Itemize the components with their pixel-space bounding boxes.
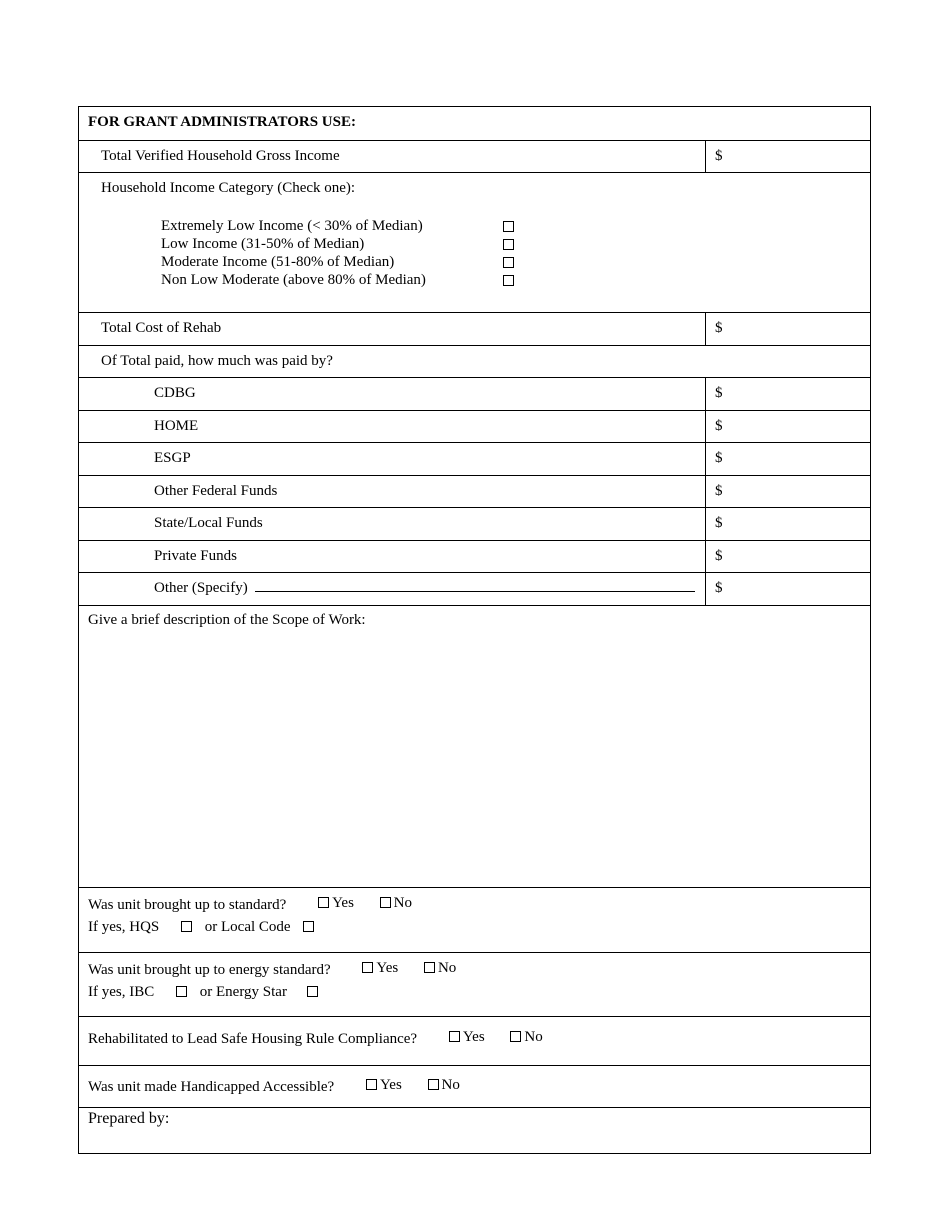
source-row-other <box>79 572 870 605</box>
standard-followup-line <box>88 919 314 936</box>
standard-followup: If yes, HQS <box>88 918 160 935</box>
prepared-by-label: Prepared by: <box>88 1109 170 1127</box>
source-label: ESGP <box>79 443 706 475</box>
energy-alt: or Energy Star <box>199 983 287 1000</box>
lead-no-option[interactable]: No <box>510 1029 542 1046</box>
other-federal-amount-field[interactable]: $ <box>715 482 723 499</box>
energy-question-line <box>88 960 456 979</box>
category-option-moderate: Moderate Income (51-80% of Median) <box>161 253 521 271</box>
grant-admin-form <box>78 106 871 1154</box>
lead-yes-option[interactable]: Yes <box>449 1029 485 1046</box>
home-amount-field[interactable]: $ <box>715 417 723 434</box>
cdbg-amount-field[interactable]: $ <box>715 385 723 401</box>
source-row-private <box>79 540 870 573</box>
standard-yes-option[interactable]: Yes <box>318 895 354 912</box>
private-amount-field[interactable]: $ <box>715 547 723 564</box>
standard-question-line <box>88 895 412 914</box>
lead-no-checkbox[interactable] <box>510 1031 521 1042</box>
lead-question-line <box>88 1029 543 1048</box>
source-row-other-federal <box>79 475 870 508</box>
energy-no-checkbox[interactable] <box>424 962 435 973</box>
standard-row <box>79 887 870 952</box>
handicap-yes-option[interactable]: Yes <box>366 1077 402 1094</box>
energy-followup: If yes, IBC <box>88 983 155 1000</box>
form-header <box>79 107 870 140</box>
form-header-text: FOR GRANT ADMINISTRATORS USE: <box>88 114 356 130</box>
handicap-question: Was unit made Handicapped Accessible? <box>88 1078 335 1095</box>
scope-of-work-row <box>79 605 870 887</box>
checkbox-extremely-low[interactable] <box>503 221 514 232</box>
source-row-state-local <box>79 507 870 540</box>
income-label: Total Verified Household Gross Income <box>79 141 706 173</box>
standard-question: Was unit brought up to standard? <box>88 896 287 913</box>
energy-star-checkbox[interactable] <box>307 986 318 997</box>
income-category-label: Household Income Category (Check one): <box>101 180 356 196</box>
category-option-extremely-low: Extremely Low Income (< 30% of Median) <box>161 217 521 235</box>
esgp-amount-field[interactable]: $ <box>715 450 723 466</box>
source-label: State/Local Funds <box>79 508 706 540</box>
energy-yes-checkbox[interactable] <box>362 962 373 973</box>
scope-of-work-textarea[interactable] <box>79 636 870 887</box>
prepared-by-field[interactable] <box>189 1108 870 1153</box>
source-label: Other Federal Funds <box>79 476 706 508</box>
energy-no-option[interactable]: No <box>424 960 456 977</box>
checkbox-low[interactable] <box>503 239 514 250</box>
income-category-row <box>79 172 870 312</box>
lead-yes-checkbox[interactable] <box>449 1031 460 1042</box>
energy-question: Was unit brought up to energy standard? <box>88 961 331 978</box>
handicap-no-option[interactable]: No <box>428 1077 460 1094</box>
handicap-row <box>79 1065 870 1107</box>
standard-no-checkbox[interactable] <box>380 897 391 908</box>
standard-alt: or Local Code <box>204 918 291 935</box>
standard-yes-checkbox[interactable] <box>318 897 329 908</box>
ibc-checkbox[interactable] <box>176 986 187 997</box>
other-specify-cell <box>79 573 706 605</box>
income-amount-field[interactable]: $ <box>715 147 723 164</box>
handicap-no-checkbox[interactable] <box>428 1079 439 1090</box>
category-option-low: Low Income (31-50% of Median) <box>161 235 521 253</box>
prepared-by-row <box>79 1107 870 1153</box>
source-row-home <box>79 410 870 443</box>
rehab-amount-field[interactable]: $ <box>715 320 723 336</box>
source-label: HOME <box>79 411 706 443</box>
other-specify-label: Other (Specify) <box>154 580 248 596</box>
rehab-label: Total Cost of Rehab <box>79 313 706 345</box>
energy-row <box>79 952 870 1016</box>
source-row-esgp <box>79 442 870 475</box>
scope-of-work-label: Give a brief description of the Scope of Work: <box>88 611 366 628</box>
category-option-non-low-moderate: Non Low Moderate (above 80% of Median) <box>161 271 521 289</box>
handicap-question-line <box>88 1077 460 1096</box>
paid-by-row <box>79 345 870 378</box>
other-amount-field[interactable]: $ <box>715 580 723 596</box>
handicap-yes-checkbox[interactable] <box>366 1079 377 1090</box>
other-specify-input[interactable] <box>255 577 695 592</box>
checkbox-non-low-moderate[interactable] <box>503 275 514 286</box>
standard-no-option[interactable]: No <box>380 895 412 912</box>
paid-by-label: Of Total paid, how much was paid by? <box>101 352 333 369</box>
energy-followup-line <box>88 984 318 1001</box>
source-label: Private Funds <box>79 541 706 573</box>
lead-safe-row <box>79 1016 870 1065</box>
source-row-cdbg <box>79 377 870 410</box>
lead-question: Rehabilitated to Lead Safe Housing Rule Compliance? <box>88 1030 418 1047</box>
income-row <box>79 140 870 173</box>
income-category-options <box>161 217 521 289</box>
checkbox-moderate[interactable] <box>503 257 514 268</box>
source-label: CDBG <box>79 378 706 410</box>
state-local-amount-field[interactable]: $ <box>715 515 723 531</box>
local-code-checkbox[interactable] <box>303 921 314 932</box>
hqs-checkbox[interactable] <box>181 921 192 932</box>
energy-yes-option[interactable]: Yes <box>362 960 398 977</box>
rehab-row <box>79 312 870 345</box>
